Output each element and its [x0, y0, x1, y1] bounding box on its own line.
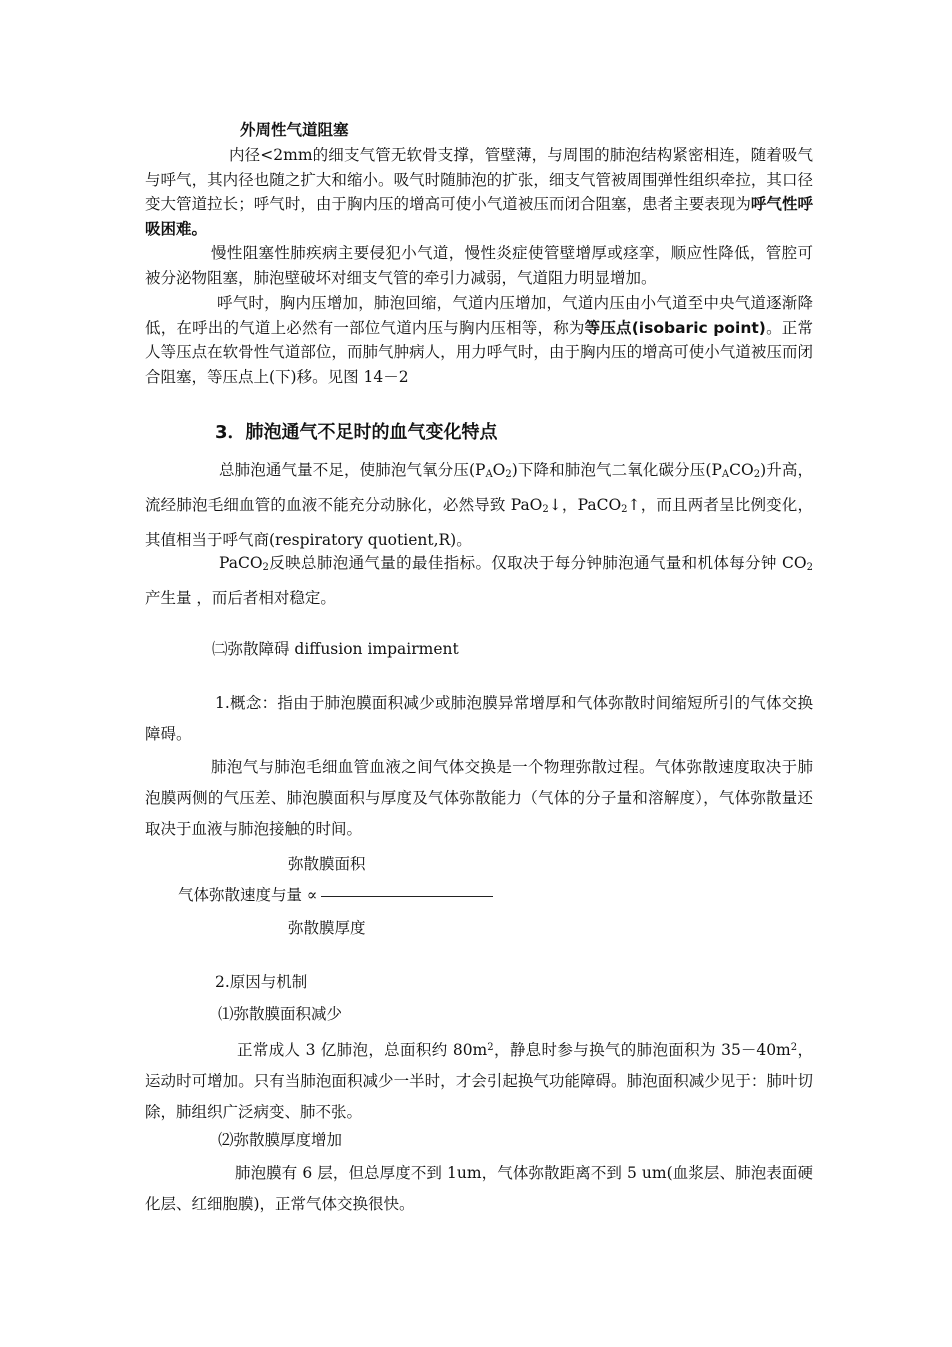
section-heading-blood-gas: 3．肺泡通气不足时的血气变化特点: [215, 422, 498, 443]
subscript: 2: [505, 469, 512, 480]
paragraph-text: 正常成人 3 亿肺泡，总面积约 80m: [237, 1041, 488, 1059]
paragraph-text: ，静息时参与换气的肺泡面积为 35－40m: [493, 1041, 791, 1059]
paragraph-text: CO: [729, 461, 754, 479]
paragraph-concept: 1.概念：指由于肺泡膜面积减少或肺泡膜异常增厚和气体弥散时间缩短所引的气体交换障碍。: [145, 694, 813, 743]
formula-row: [178, 883, 493, 905]
paragraph-blood-gas-2: [145, 548, 813, 614]
subscript: 2: [262, 562, 269, 573]
paragraph-text: ↑，而且两者呈比例变化，其值相当于呼气商(respiratory quotient,R)。: [145, 496, 813, 549]
subscript: A: [721, 469, 730, 480]
subscript: 2: [621, 504, 628, 515]
paragraph-text: )下降和肺泡气二氧化碳分压(P: [511, 461, 722, 479]
paragraph-peripheral-1: [145, 143, 813, 241]
paragraph-peripheral-3: [145, 291, 813, 389]
paragraph-thickness: 肺泡膜有 6 层，但总厚度不到 1um，气体弥散距离不到 5 um(血浆层、肺泡表面硬化层、红细胞膜)，正常气体交换很快。: [145, 1164, 813, 1213]
paragraph-text: 产生量 ，而后者相对稳定。: [145, 589, 336, 607]
section-heading-peripheral: 外周性气道阻塞: [240, 120, 349, 139]
subscript: 2: [753, 469, 761, 480]
subscript: 2: [542, 504, 549, 515]
paragraph-text: ↓，PaCO: [548, 496, 622, 514]
paragraph-text: O: [492, 461, 506, 479]
formula-numerator: 弥散膜面积: [288, 855, 366, 873]
paragraph-text: PaCO: [219, 554, 263, 572]
subheading-thickness: ⑵弥散膜厚度增加: [218, 1131, 343, 1149]
superscript: 2: [790, 1042, 798, 1053]
bold-term: 呼气性呼吸困难。: [145, 194, 813, 238]
paragraph-text: 。正常人等压点在软骨性气道部位，而肺气肿病人，用力呼气时，由于胸内压的增高可使小气道被压而闭合阻塞，等压点上(下)移。见图 14－2: [145, 318, 813, 386]
paragraph-text: 内径<2mm的细支气管无软骨支撑，管壁薄，与周围的肺泡结构紧密相连，随着吸气与呼气，其内径也随之扩大和缩小。吸气时随肺泡的扩张，细支气管被周围弹性组织牵拉，其口径变大管道拉长；呼气时，由于胸内压的增高可使小气道被压而闭合阻塞，患者主要表现为: [145, 146, 813, 213]
paragraph-exchange: 肺泡气与肺泡毛细血管血液之间气体交换是一个物理弥散过程。气体弥散速度取决于肺泡膜两侧的气压差、肺泡膜面积与厚度及气体弥散能力（气体的分子量和溶解度），气体弥散量还取决于血液与肺泡接触的时间。: [145, 758, 813, 838]
paragraph-text: ，运动时可增加。只有当肺泡面积减少一半时，才会引起换气功能障碍。肺泡面积减少见于：肺叶切除，肺组织广泛病变、肺不张。: [145, 1041, 813, 1121]
formula-left: 气体弥散速度与量 ∝: [178, 886, 318, 904]
superscript: 2: [487, 1042, 494, 1053]
formula-denominator: 弥散膜厚度: [288, 919, 366, 937]
fraction-bar: [321, 896, 493, 897]
paragraph-text: 反映总肺泡通气量的最佳指标。仅取决于每分钟肺泡通气量和机体每分钟 CO: [268, 554, 807, 572]
subscript: 2: [806, 562, 813, 573]
cause-heading: 2.原因与机制: [215, 973, 308, 991]
paragraph-text: )升高，流经肺泡毛细血管的血液不能充分动脉化，必然导致 PaO: [145, 461, 813, 514]
subheading-area-reduction: ⑴弥散膜面积减少: [218, 1005, 343, 1023]
section-heading-diffusion: ㈡弥散障碍 diffusion impairment: [212, 640, 459, 658]
paragraph-text: 总肺泡通气量不足，使肺泡气氧分压(P: [219, 461, 486, 479]
paragraph-blood-gas-1: [145, 455, 813, 556]
bold-term: 等压点(isobaric point): [584, 318, 766, 337]
subscript: A: [485, 469, 493, 480]
paragraph-peripheral-2: 慢性阻塞性肺疾病主要侵犯小气道，慢性炎症使管壁增厚或痉挛，顺应性降低，管腔可被分泌物阻塞，肺泡壁破坏对细支气管的牵引力减弱，气道阻力明显增加。: [145, 244, 813, 287]
paragraph-text: 呼气时，胸内压增加，肺泡回缩，气道内压增加，气道内压由小气道至中央气道逐渐降低，在呼出的气道上必然有一部位气道内压与胸内压相等，称为: [145, 294, 813, 337]
paragraph-area-reduction: [145, 1032, 813, 1128]
